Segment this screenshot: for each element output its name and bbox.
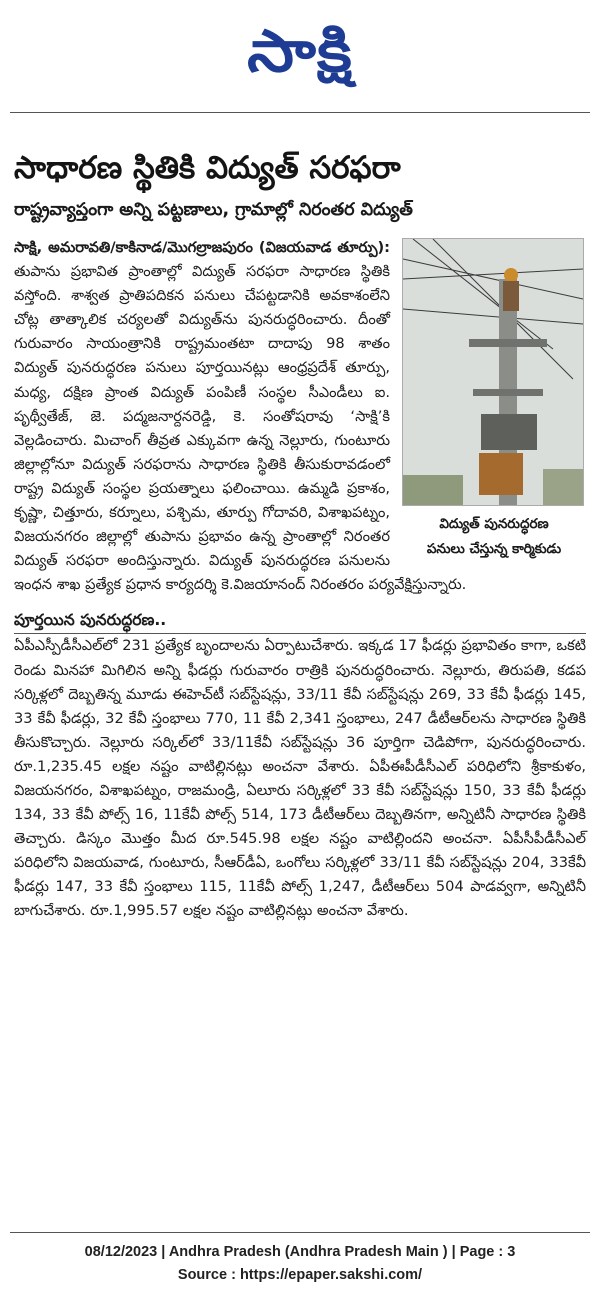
article-body [14, 236, 586, 924]
article-subheadline: రాష్ట్రవ్యాప్తంగా అన్ని పట్టణాలు, గ్రామాల్లో నిరంతర విద్యుత్ [14, 200, 413, 220]
masthead [0, 18, 600, 98]
photo-caption [402, 512, 586, 562]
article-headline: సాధారణ స్థితికి విద్యుత్ సరఫరా [14, 150, 401, 186]
footer-edition-info: 08/12/2023 | Andhra Pradesh (Andhra Pradesh Main ) | Page : 3 [84, 1244, 516, 1260]
article-paragraph-2: ఏపీఎస్పీడీసీఎల్‌లో 231 ప్రత్యేక బృందాలను ఏర్పాటుచేశారు. ఇక్కడ 17 ఫీడర్లు ప్రభావితం కాగా, ఒకటి రెండు మినహా మిగిలిన అన్ని ఫీడర్లు గురువారం రాత్రికి పునరుద్ధరించారు. నెల్లూరు, తిరుపతి, కడప సర్కిళ్లలో దెబ్బతిన్న మూడు ఈహెచ్‌టీ సబ్‌స్టేషన్లు, 33/11 కేవీ సబ్‌స్టేషన్లు 269, 33 కేవీ ఫీడర్లు 145, 33 కేవీ ఫీడర్లు, 32 కేవీ స్తంభాలు 770, 11 కేవీ 2,341 స్తంభాలు, 247 డీటీఆర్‌లను సాధారణ స్థితికి తీసుకొచ్చారు. నెల్లూరు సర్కిల్‌లో 33/11కేవీ సబ్‌స్టేషన్లు 36 పూర్తిగా చెడిపోగా, పునరుద్ధరించారు. రూ.1,235.45 లక్షల నష్టం వాటిల్లినట్లు అంచనా వేశారు. ఏపీఈపీడీసీఎల్ పరిధిలోని శ్రీకాకుళం, విజయనగరం, విశాఖపట్నం, రాజమండ్రి, ఏలూరు సర్కిళ్లలో 33 కేవీ సబ్‌స్టేషన్లు 150, 33 కేవీ ఫీడర్లు 134, 33 కేవీ పోల్స్ 16, 11కేవీ పోల్స్ 514, 173 డీటీఆర్‌లు దెబ్బతినగా, అన్నిటినీ సాధారణ స్థితికి తెచ్చారు. డిస్కం మొత్తం మీద రూ.545.98 లక్షల నష్టం వాటిల్లిందని అంచనా. ఏపీసీపీడీసీఎల్ పరిధిలోని విజయవాడ, గుంటూరు, సీఆర్‌డీఏ, ఒంగోలు సర్కిళ్లలో 33/11 కేవీ సబ్‌స్టేషన్లు 204, 33కేవీ ఫీడర్లు 147, 33 కేవీ స్తంభాలు 115, 11కేవీ పోల్స్ 1,247, డీటీఆర్‌లు 504 పాడవ్వగా, అన్నిటినీ బాగుచేశారు. రూ.1,995.57 లక్షల నష్టం వాటిల్లినట్లు అంచనా వేశారు. [14, 637, 586, 920]
paragraph-1-text: తుపాను ప్రభావిత ప్రాంతాల్లో విద్యుత్ సరఫరా సాధారణ స్థితికి వస్తోంది. శాశ్వత ప్రాతిపదికన పనులు చేపట్టడానికి అవకాశంలేని చోట్ల తాత్కాలిక చర్యలతో విద్యుత్‌ను పునరుద్ధరించారు. దీంతో గురువారం సాయంత్రానికి రాష్ట్రమంతటా దాదాపు 98 శాతం విద్యుత్ పునరుద్ధరణ పనులు పూర్తయినట్లు ఆంధ్రప్రదేశ్ తూర్పు, మధ్య, దక్షిణ ప్రాంత విద్యుత్ పంపిణీ సంస్థల సీఎండీలు ఐ. పృథ్వీతేజ్, జె. పద్మజనార్దనరెడ్డి, కె. సంతోషరావు ‘సాక్షి’కి వెల్లడించారు. మిచాంగ్ తీవ్రత ఎక్కువగా ఉన్న నెల్లూరు, గుంటూరు జిల్లాల్లోనూ విద్యుత్ సరఫరాను సాధారణ స్థితికి తీసుకురావడంలో రాష్ట్ర విద్యుత్ సంస్థల ప్రయత్నాలు ఫలించాయి. ఉమ్మడి ప్రకాశం, కృష్ణా, చిత్తూరు, కర్నూలు, పశ్చిమ, తూర్పు గోదావరి, విశాఖపట్నం, విజయనగరం జిల్లాల్లో తుపాను ప్రభావం ఉన్న ప్రాంతాల్లో నిరంతర విద్యుత్ సరఫరా అందిస్తున్నారు. విద్యుత్ పునరుద్ధరణ పనులను ఇంధన శాఖ ప్రత్యేక ప్రధాన కార్యదర్శి కె.విజయానంద్ నిరంతరం పర్యవేక్షిస్తున్నారు. [14, 263, 467, 594]
footer-source: Source : https://epaper.sakshi.com/ [177, 1267, 423, 1283]
photo-caption-line2: పనులు చేస్తున్న కార్మికుడు [426, 541, 562, 557]
article-dateline: సాక్షి, అమరావతి/కాకినాడ/మొగల్రాజపురం (విజయవాడ తూర్పు): [14, 239, 390, 256]
section-title: పూర్తయిన పునరుద్ధరణ.. [14, 607, 586, 634]
footer-divider [10, 1232, 590, 1233]
photo-caption-line1: విద్యుత్ పునరుద్ధరణ [439, 516, 549, 532]
sakshi-logo: సాక్షి [247, 16, 353, 85]
electric-pole-illustration [403, 239, 583, 505]
masthead-divider [10, 112, 590, 113]
article-photo [402, 238, 586, 566]
lineman-photo [402, 238, 584, 506]
